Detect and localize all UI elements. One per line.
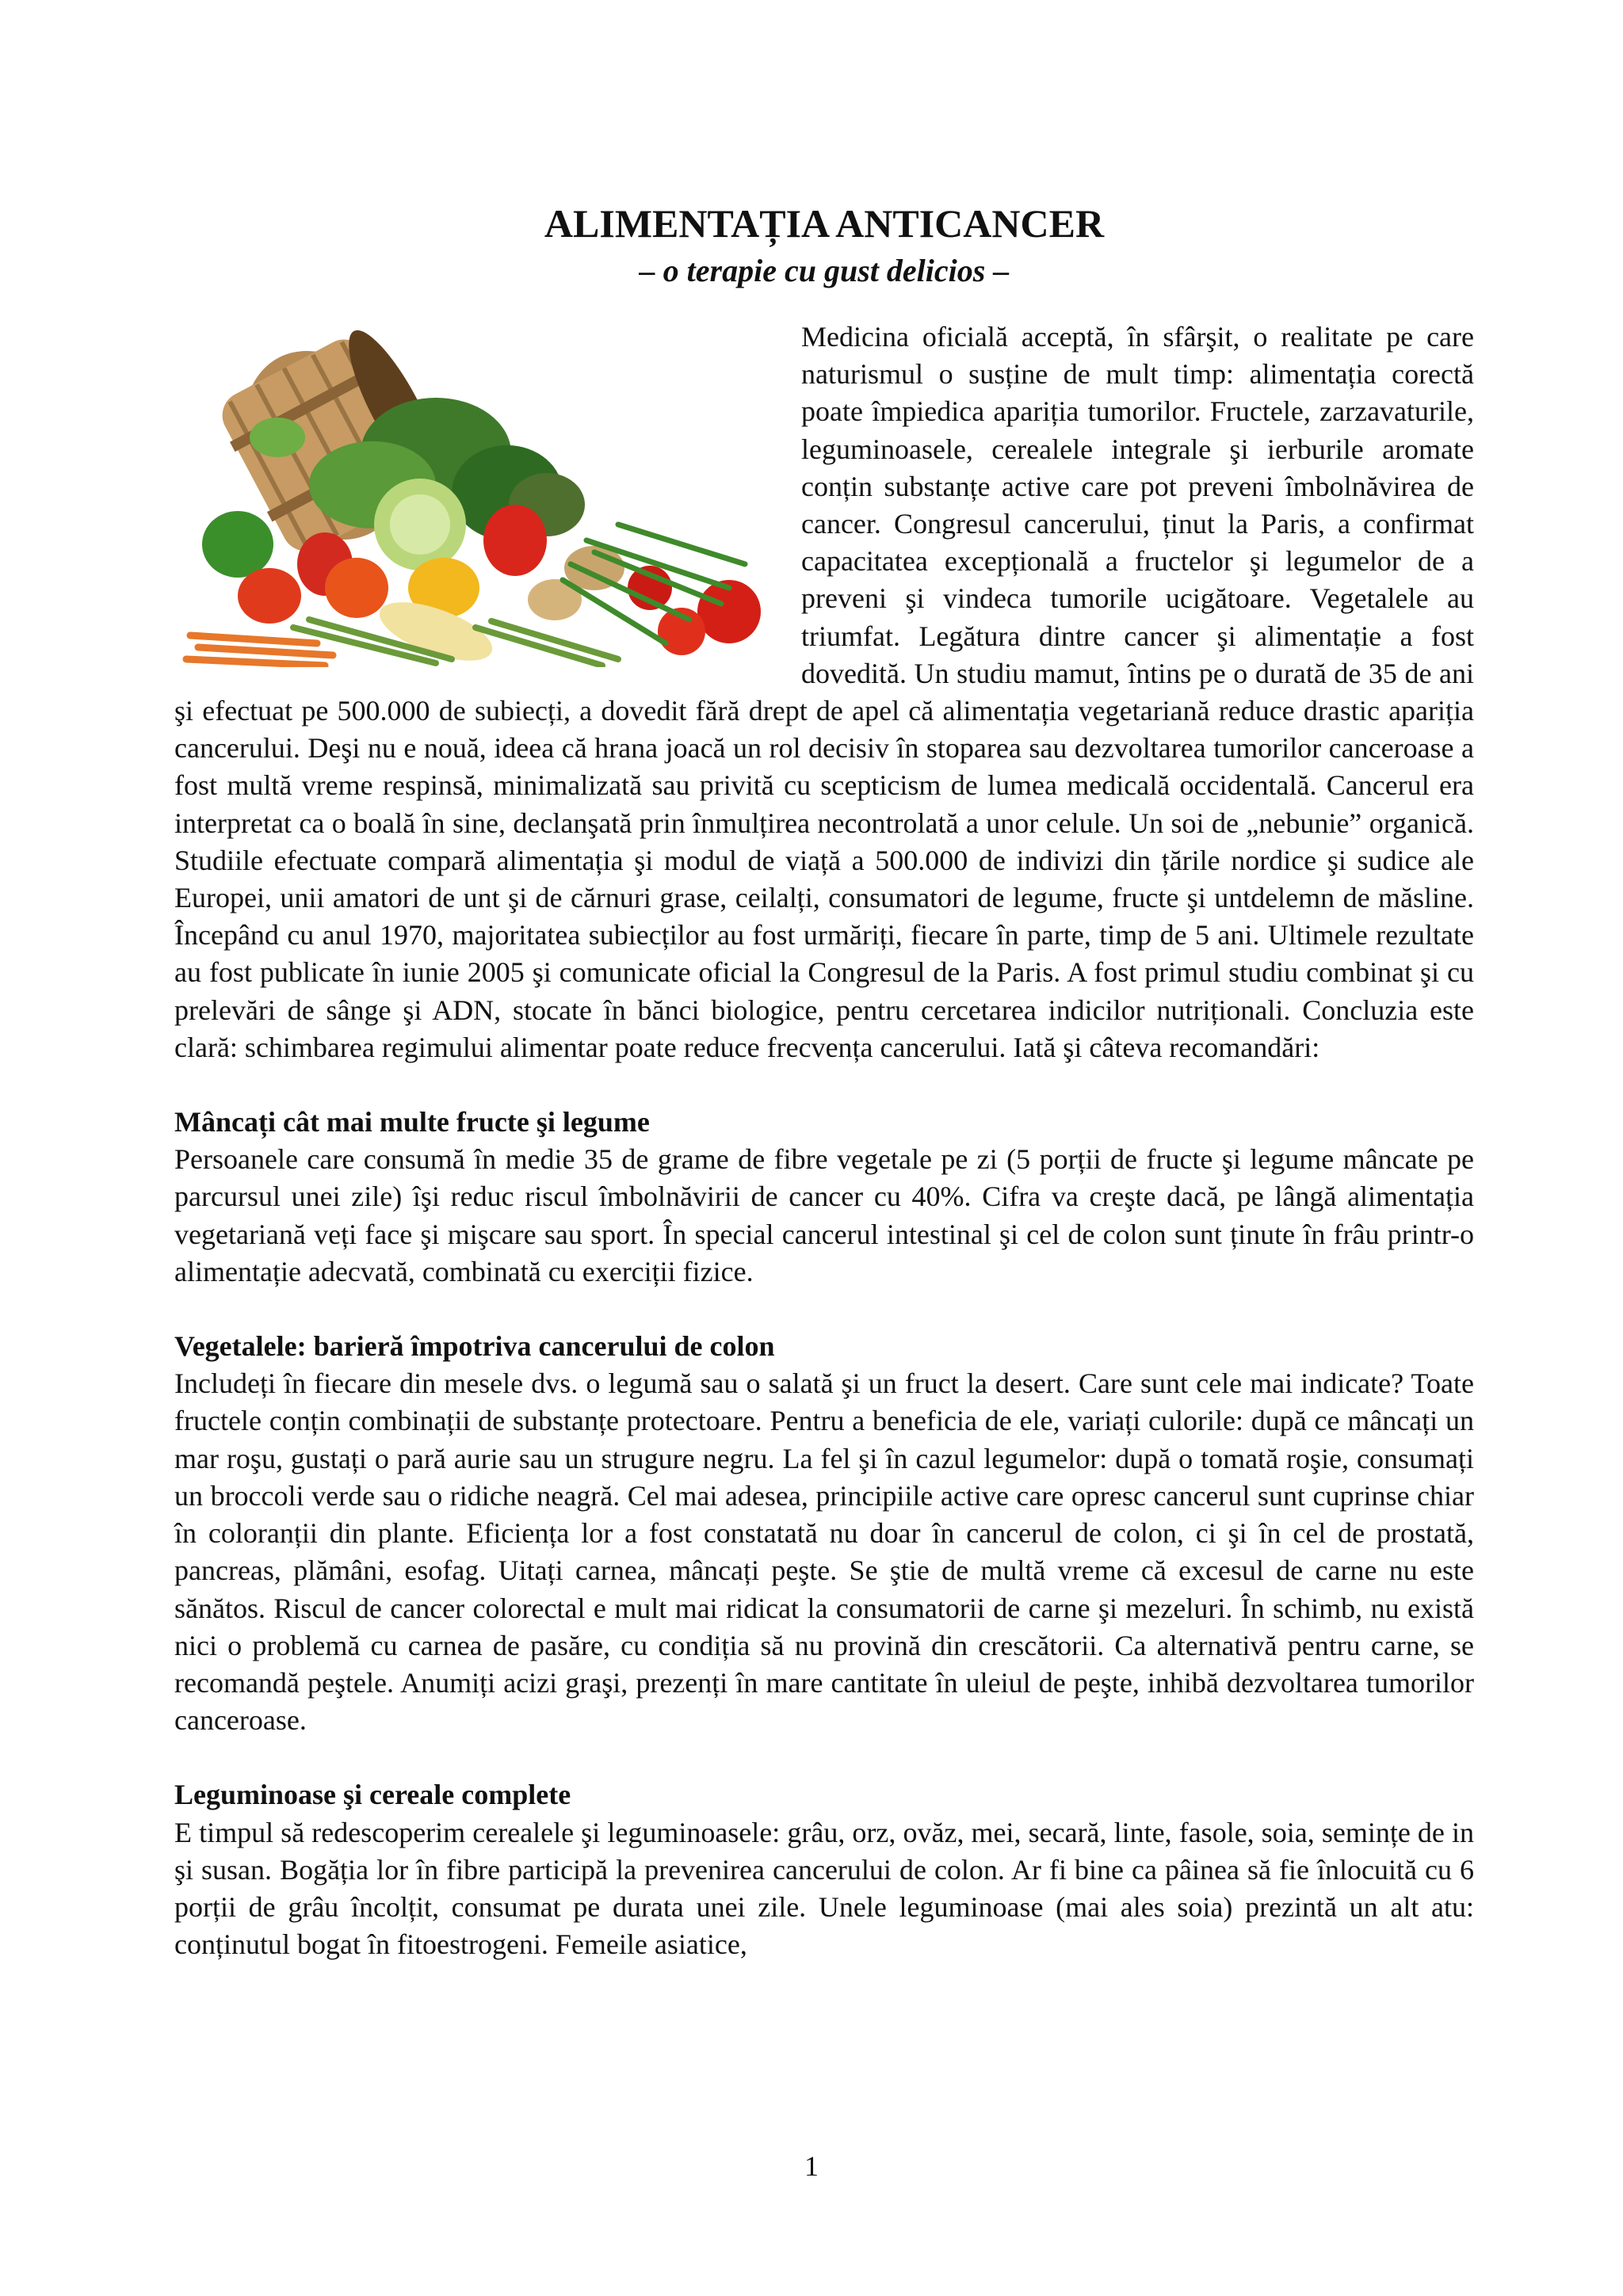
section-legumes-cereals <box>174 1776 1474 1963</box>
section-text: Includeți în fiecare din mesele dvs. o legumă sau o salată şi un fruct la desert. Care sunt cele mai indicate? Toate fructele conțin combinații de substanțe protectoare. Pentru a beneficia de ele, variați culorile: după ce mâncați un mar roşu, gustați o pară aurie sau un strugure negru. La fel şi în cazul legumelor: după o tomată roşie, consumați un broccoli verde sau o ridiche neagră. Cel mai adesea, principiile active care opresc cancerul sunt cuprinse chiar în coloranții din plante. Eficiența lor a fost constatată nu doar în cancerul de colon, ci şi în cel de prostată, pancreas, plămâni, esofag. Uitați carnea, mâncați peşte. Se ştie de multă vreme că excesul de carne nu este sănătos. Riscul de cancer colorectal e mult mai ridicat la consumatorii de carne şi mezeluri. În schimb, nu există nici o problemă cu carnea de pasăre, cu condiția să nu provină din crescătorii. Ca alternativă pentru carne, se recomandă peştele. Anumiți acizi graşi, prezenți în mare cantitate în uleiul de peşte, inhibă dezvoltarea tumorilor canceroase. <box>174 1367 1474 1737</box>
document-subtitle: – o terapie cu gust delicios – <box>639 253 1010 288</box>
page-number: 1 <box>804 2150 819 2182</box>
intro-paragraph: Medicina oficială acceptă, în sfârşit, o realitate pe care naturismul o susține de mult timp: alimentația corectă poate împiedica apariția tumorilor. Fructele, zarzavaturile, leguminoasele, cerealele integrale şi ierburile aromate conțin substanțe active care pot preveni îmbolnăvirea de cancer. Congresul cancerului, ținut la Paris, a confirmat capacitatea excepțională a fructelor şi legumelor de a preveni şi vindeca tumorile ucigătoare. Vegetalele au triumfat. Legătura dintre cancer şi alimentație a fost dovedită. Un studiu mamut, întins pe o durată de 35 de ani şi efectuat pe 500.000 de subiecți, a dovedit fără drept de apel că alimentația vegetariană reduce drastic apariția cancerului. Deşi nu e nouă, ideea că hrana joacă un rol decisiv în stoparea sau dezvoltarea tumorilor canceroase a fost multă vreme respinsă, minimalizată sau privită cu scepticism de lumea medicală occidentală. Cancerul era interpretat ca o boală în sine, declanşată prin înmulțirea necontrolată a unor celule. Un soi de „nebunie” organică. Studiile efectuate compară alimentația şi modul de viață a 500.000 de indivizi din țările nordice şi sudice ale Europei, unii amatori de unt şi de cărnuri grase, ceilalți, consumatori de legume, fructe şi untdelemn de măsline. Începând cu anul 1970, majoritatea subiecților au fost urmăriți, fiecare în parte, timp de 5 ani. Ultimele rezultate au fost publicate în iunie 2005 şi comunicate oficial la Congresul de la Paris. A fost primul studiu combinat şi cu prelevări de sânge şi ADN, stocate în bănci biologice, pentru cercetarea indicilor nutriționali. Concluzia este clară: schimbarea regimului alimentar poate reduce frecvența cancerului. Iată şi câteva recomandări: <box>174 321 1474 1063</box>
section-heading: Mâncați cât mai multe fructe şi legume <box>174 1106 650 1138</box>
vegetable-basket-illustration <box>174 326 773 667</box>
section-heading: Leguminoase şi cereale complete <box>174 1779 571 1811</box>
section-fruits-vegetables <box>174 1104 1474 1291</box>
document-title: ALIMENTAȚIA ANTICANCER <box>544 201 1105 246</box>
section-colon-barrier <box>174 1328 1474 1739</box>
document-page <box>174 198 1474 1963</box>
section-text: Persoanele care consumă în medie 35 de grame de fibre vegetale pe zi (5 porții de fructe şi legume mâncate pe parcursul unei zile) îşi reduc riscul îmbolnăvirii de cancer cu 40%. Cifra va creşte dacă, pe lângă alimentația vegetariană veți face şi mişcare sau sport. În special cancerul intestinal şi cel de colon sunt ținute în frâu printr-o alimentație adecvată, combinată cu exerciții fizice. <box>174 1143 1474 1287</box>
section-text: E timpul să redescoperim cerealele şi leguminoasele: grâu, orz, ovăz, mei, secară, linte, fasole, soia, semințe de in şi susan. Bogăția lor în fibre participă la prevenirea cancerului de colon. Ar fi bine ca pâinea să fie înlocuită cu 6 porții de grâu încolțit, consumat pe durata unei zile. Unele leguminoase (mai ales soia) prezintă un alt atu: conținutul bogat în fitoestrogeni. Femeile asiatice, <box>174 1816 1474 1961</box>
vegetable-basket-image <box>174 326 773 667</box>
section-heading: Vegetalele: barieră împotriva cancerului de colon <box>174 1330 775 1363</box>
